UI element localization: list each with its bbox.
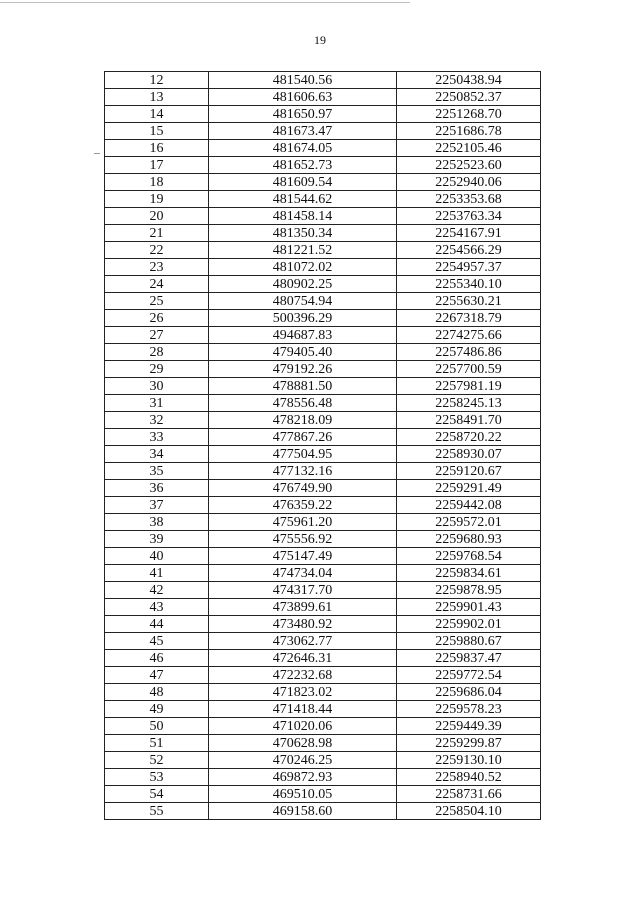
point-number-cell: 52 [105,752,209,769]
y-coordinate-cell: 2259120.67 [397,463,541,480]
point-number-cell: 18 [105,174,209,191]
x-coordinate-cell: 475147.49 [209,548,397,565]
point-number-cell: 46 [105,650,209,667]
point-number-cell: 54 [105,786,209,803]
y-coordinate-cell: 2259880.67 [397,633,541,650]
y-coordinate-cell: 2253763.34 [397,208,541,225]
table-row [105,718,541,735]
table-row [105,123,541,140]
x-coordinate-cell: 474734.04 [209,565,397,582]
table-row [105,242,541,259]
table-row [105,684,541,701]
y-coordinate-cell: 2257700.59 [397,361,541,378]
point-number-cell: 25 [105,293,209,310]
point-number-cell: 27 [105,327,209,344]
x-coordinate-cell: 475556.92 [209,531,397,548]
table-row [105,72,541,89]
x-coordinate-cell: 481221.52 [209,242,397,259]
y-coordinate-cell: 2257981.19 [397,378,541,395]
point-number-cell: 15 [105,123,209,140]
table-row [105,735,541,752]
point-number-cell: 26 [105,310,209,327]
x-coordinate-cell: 470246.25 [209,752,397,769]
y-coordinate-cell: 2259299.87 [397,735,541,752]
point-number-cell: 24 [105,276,209,293]
point-number-cell: 40 [105,548,209,565]
table-row [105,327,541,344]
x-coordinate-cell: 494687.83 [209,327,397,344]
y-coordinate-cell: 2255340.10 [397,276,541,293]
x-coordinate-cell: 481072.02 [209,259,397,276]
x-coordinate-cell: 481673.47 [209,123,397,140]
x-coordinate-cell: 475961.20 [209,514,397,531]
x-coordinate-cell: 478218.09 [209,412,397,429]
point-number-cell: 51 [105,735,209,752]
point-number-cell: 43 [105,599,209,616]
table-row [105,497,541,514]
point-number-cell: 22 [105,242,209,259]
y-coordinate-cell: 2254167.91 [397,225,541,242]
point-number-cell: 55 [105,803,209,820]
x-coordinate-cell: 472646.31 [209,650,397,667]
y-coordinate-cell: 2252523.60 [397,157,541,174]
table-row [105,293,541,310]
table-row [105,225,541,242]
table-row [105,463,541,480]
x-coordinate-cell: 469872.93 [209,769,397,786]
x-coordinate-cell: 500396.29 [209,310,397,327]
point-number-cell: 19 [105,191,209,208]
x-coordinate-cell: 481544.62 [209,191,397,208]
y-coordinate-cell: 2255630.21 [397,293,541,310]
point-number-cell: 53 [105,769,209,786]
y-coordinate-cell: 2259572.01 [397,514,541,531]
y-coordinate-cell: 2257486.86 [397,344,541,361]
x-coordinate-cell: 471020.06 [209,718,397,735]
point-number-cell: 34 [105,446,209,463]
point-number-cell: 50 [105,718,209,735]
y-coordinate-cell: 2252105.46 [397,140,541,157]
coordinates-table [104,71,541,820]
x-coordinate-cell: 473480.92 [209,616,397,633]
table-row [105,106,541,123]
x-coordinate-cell: 476749.90 [209,480,397,497]
table-row [105,582,541,599]
y-coordinate-cell: 2259291.49 [397,480,541,497]
y-coordinate-cell: 2267318.79 [397,310,541,327]
x-coordinate-cell: 471418.44 [209,701,397,718]
page-number: 19 [314,33,326,47]
x-coordinate-cell: 479405.40 [209,344,397,361]
x-coordinate-cell: 481652.73 [209,157,397,174]
y-coordinate-cell: 2251268.70 [397,106,541,123]
point-number-cell: 16 [105,140,209,157]
table-row [105,361,541,378]
point-number-cell: 14 [105,106,209,123]
x-coordinate-cell: 478881.50 [209,378,397,395]
point-number-cell: 29 [105,361,209,378]
y-coordinate-cell: 2259878.95 [397,582,541,599]
y-coordinate-cell: 2250852.37 [397,89,541,106]
x-coordinate-cell: 481458.14 [209,208,397,225]
x-coordinate-cell: 469510.05 [209,786,397,803]
table-row [105,446,541,463]
coordinates-table-body [105,72,541,820]
point-number-cell: 13 [105,89,209,106]
y-coordinate-cell: 2274275.66 [397,327,541,344]
x-coordinate-cell: 479192.26 [209,361,397,378]
x-coordinate-cell: 473899.61 [209,599,397,616]
y-coordinate-cell: 2250438.94 [397,72,541,89]
y-coordinate-cell: 2252940.06 [397,174,541,191]
point-number-cell: 49 [105,701,209,718]
table-row [105,786,541,803]
x-coordinate-cell: 476359.22 [209,497,397,514]
y-coordinate-cell: 2258245.13 [397,395,541,412]
y-coordinate-cell: 2259686.04 [397,684,541,701]
table-row [105,191,541,208]
x-coordinate-cell: 471823.02 [209,684,397,701]
y-coordinate-cell: 2258940.52 [397,769,541,786]
y-coordinate-cell: 2259680.93 [397,531,541,548]
x-coordinate-cell: 477132.16 [209,463,397,480]
x-coordinate-cell: 470628.98 [209,735,397,752]
y-coordinate-cell: 2254566.29 [397,242,541,259]
point-number-cell: 21 [105,225,209,242]
y-coordinate-cell: 2258930.07 [397,446,541,463]
y-coordinate-cell: 2258491.70 [397,412,541,429]
point-number-cell: 39 [105,531,209,548]
x-coordinate-cell: 480754.94 [209,293,397,310]
table-row [105,174,541,191]
y-coordinate-cell: 2253353.68 [397,191,541,208]
table-row [105,548,541,565]
table-row [105,429,541,446]
table-row [105,276,541,293]
point-number-cell: 20 [105,208,209,225]
x-coordinate-cell: 477867.26 [209,429,397,446]
table-row [105,89,541,106]
y-coordinate-cell: 2254957.37 [397,259,541,276]
table-row [105,378,541,395]
point-number-cell: 32 [105,412,209,429]
x-coordinate-cell: 478556.48 [209,395,397,412]
x-coordinate-cell: 481540.56 [209,72,397,89]
y-coordinate-cell: 2259449.39 [397,718,541,735]
table-row [105,531,541,548]
x-coordinate-cell: 473062.77 [209,633,397,650]
x-coordinate-cell: 480902.25 [209,276,397,293]
point-number-cell: 45 [105,633,209,650]
table-row [105,514,541,531]
y-coordinate-cell: 2258504.10 [397,803,541,820]
table-row [105,667,541,684]
top-rule [0,2,410,3]
margin-tick [94,153,100,154]
y-coordinate-cell: 2259768.54 [397,548,541,565]
y-coordinate-cell: 2259902.01 [397,616,541,633]
y-coordinate-cell: 2259837.47 [397,650,541,667]
table-row [105,701,541,718]
table-row [105,140,541,157]
point-number-cell: 42 [105,582,209,599]
table-row [105,599,541,616]
point-number-cell: 28 [105,344,209,361]
table-row [105,344,541,361]
table-row [105,752,541,769]
y-coordinate-cell: 2259130.10 [397,752,541,769]
table-row [105,208,541,225]
point-number-cell: 31 [105,395,209,412]
x-coordinate-cell: 481650.97 [209,106,397,123]
y-coordinate-cell: 2258731.66 [397,786,541,803]
point-number-cell: 37 [105,497,209,514]
y-coordinate-cell: 2251686.78 [397,123,541,140]
point-number-cell: 30 [105,378,209,395]
x-coordinate-cell: 477504.95 [209,446,397,463]
x-coordinate-cell: 481350.34 [209,225,397,242]
point-number-cell: 23 [105,259,209,276]
y-coordinate-cell: 2259772.54 [397,667,541,684]
table-row [105,803,541,820]
table-row [105,650,541,667]
x-coordinate-cell: 474317.70 [209,582,397,599]
point-number-cell: 38 [105,514,209,531]
point-number-cell: 48 [105,684,209,701]
y-coordinate-cell: 2259834.61 [397,565,541,582]
table-row [105,480,541,497]
point-number-cell: 36 [105,480,209,497]
point-number-cell: 17 [105,157,209,174]
x-coordinate-cell: 472232.68 [209,667,397,684]
table-row [105,616,541,633]
y-coordinate-cell: 2259442.08 [397,497,541,514]
point-number-cell: 35 [105,463,209,480]
y-coordinate-cell: 2259578.23 [397,701,541,718]
y-coordinate-cell: 2258720.22 [397,429,541,446]
point-number-cell: 41 [105,565,209,582]
x-coordinate-cell: 481674.05 [209,140,397,157]
point-number-cell: 47 [105,667,209,684]
table-row [105,769,541,786]
table-row [105,633,541,650]
table-row [105,259,541,276]
point-number-cell: 33 [105,429,209,446]
x-coordinate-cell: 481606.63 [209,89,397,106]
y-coordinate-cell: 2259901.43 [397,599,541,616]
table-row [105,395,541,412]
table-row [105,310,541,327]
table-row [105,157,541,174]
table-row [105,565,541,582]
x-coordinate-cell: 469158.60 [209,803,397,820]
table-row [105,412,541,429]
x-coordinate-cell: 481609.54 [209,174,397,191]
point-number-cell: 12 [105,72,209,89]
point-number-cell: 44 [105,616,209,633]
